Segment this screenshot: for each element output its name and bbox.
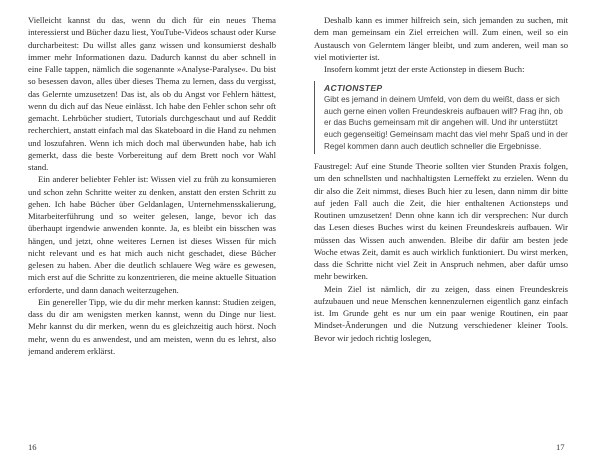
- left-page: [28, 14, 276, 464]
- body-paragraph: Ein genereller Tipp, wie du dir mehr merken kannst: Studien zeigen, dass du dir am wenigsten merken kannst, wenn du Dinge nur liest. Mehr kannst du dir merken, wenn du es gleichzeitig auch hörst. Noch mehr, wenn du es anwendest, und am meisten, wenn du es lehrst, also jemand anderem erklärst.: [28, 296, 276, 356]
- body-paragraph: Mein Ziel ist nämlich, dir zu zeigen, dass einen Freundeskreis aufzubauen und neue Menschen kennenzulernen eigentlich ganz einfach ist. Im Grunde geht es nur um ein paar wenige Routinen, ein paar Mindset-Änderungen und die Nutzung verschiedener kleiner Tools. Bevor wir jedoch richtig loslegen,: [314, 283, 568, 343]
- body-paragraph: Ein anderer beliebter Fehler ist: Wissen viel zu früh zu konsumieren und schon zehn Schritte weiter zu denken, anstatt den ersten Schritt zu gehen. Ich habe Bücher über Geldanlagen, Unternehmensskalierung, Mitarbeiterführung und so weiter gelesen, lange, bevor ich das überhaupt irgendwie anwenden konnte. Ja, es bleibt ein bisschen was hängen, und jetzt, ohne weiteres Lernen ist dieses Wissen für mich nicht relevant und es hat mich auch nicht geschadet, diese Bücher gelesen zu haben. Aber die deutlich schlauere Weg wäre es gewesen, mich erst auf die Schritte zu konzentrieren, die meine aktuelle Situation erforderte, und dann danach weiterzugehen.: [28, 174, 276, 295]
- body-paragraph: Vielleicht kannst du das, wenn du dich für ein neues Thema interessierst und Bücher dazu liest, YouTube-Videos schaust oder Kurse durcharbeitest: Du willst alles ganz wissen und konsumierst deshalb immer mehr Informationen dazu. Dadurch kannst du aber schnell in eine Falle tappen, nämlich die sogenannte »Analyse-Paralyse«. Du bist so besessen davon, alles über dieses Thema zu lernen, dass du vergisst, das Gelernte umzusetzen! Das ist, als ob du Angst vor Fehlern hättest, wenn du dich auf das Neue einlässt. Ich habe den Fehler schon sehr oft gemacht. Lehrbücher studiert, Tutorials durchgeschaut und auf Reddit recherchiert, anstatt einfach mal das Skateboard in die Hand zu nehmen und loszufahren. Wenn ich mich doch mal überwunden habe, hab ich gemerkt, dass die beste Vorbereitung auf dem Brett noch vor Wahl stand.: [28, 15, 276, 172]
- page-number-right: 17: [556, 442, 565, 452]
- actionstep-box: [314, 81, 568, 154]
- body-paragraph: Faustregel: Auf eine Stunde Theorie sollten vier Stunden Praxis folgen, um den schnellsten und nachhaltigsten Lerneffekt zu erzielen. Wenn du dir also die Zeit nimmst, dieses Buch hier zu lesen, dann nimm dir bitte auf jeden Fall auch die Zeit, die hier enthaltenen Actionsteps und Routinen umzusetzen! Denn ohne kann ich dir versprechen: Nur durch das Lesen dieses Buches wirst du keinen Freundeskreis aufbauen. Wir müssen das Wissen auch anwenden. Bleibe dir dafür am besten jede Woche etwas Zeit, damit es auch wirklich funktioniert. Du wirst merken, dass die Schritte nicht viel Zeit in Anspruch nehmen, aber dafür umso mehr bewirken.: [314, 161, 568, 282]
- page-number-left: 16: [28, 442, 37, 452]
- body-paragraph: Deshalb kann es immer hilfreich sein, sich jemanden zu suchen, mit dem man gemeinsam ein Ziel erreichen will. Zum einen, weil so ein Austausch von Gelerntem länger bleibt, und zum anderen, weil man so viel motivierter ist.: [314, 15, 568, 62]
- right-page: [314, 14, 568, 464]
- body-paragraph: Insofern kommt jetzt der erste Actionstep in diesem Buch:: [324, 64, 525, 74]
- actionstep-label: ACTIONSTEP: [324, 83, 383, 94]
- actionstep-text: Gibt es jemand in deinem Umfeld, von dem du weißt, dass er sich auch gerne einen vollen Freundeskreis aufbauen will? Frag ihn, ob er das Buchs gemeinsam mit dir angehen will. Und ihr unterstützt euch gegenseitig! Gemeinsam macht das viel mehr Spaß und in der Regel kommen dann auch deutlich schneller die Ergebnisse.: [324, 95, 568, 151]
